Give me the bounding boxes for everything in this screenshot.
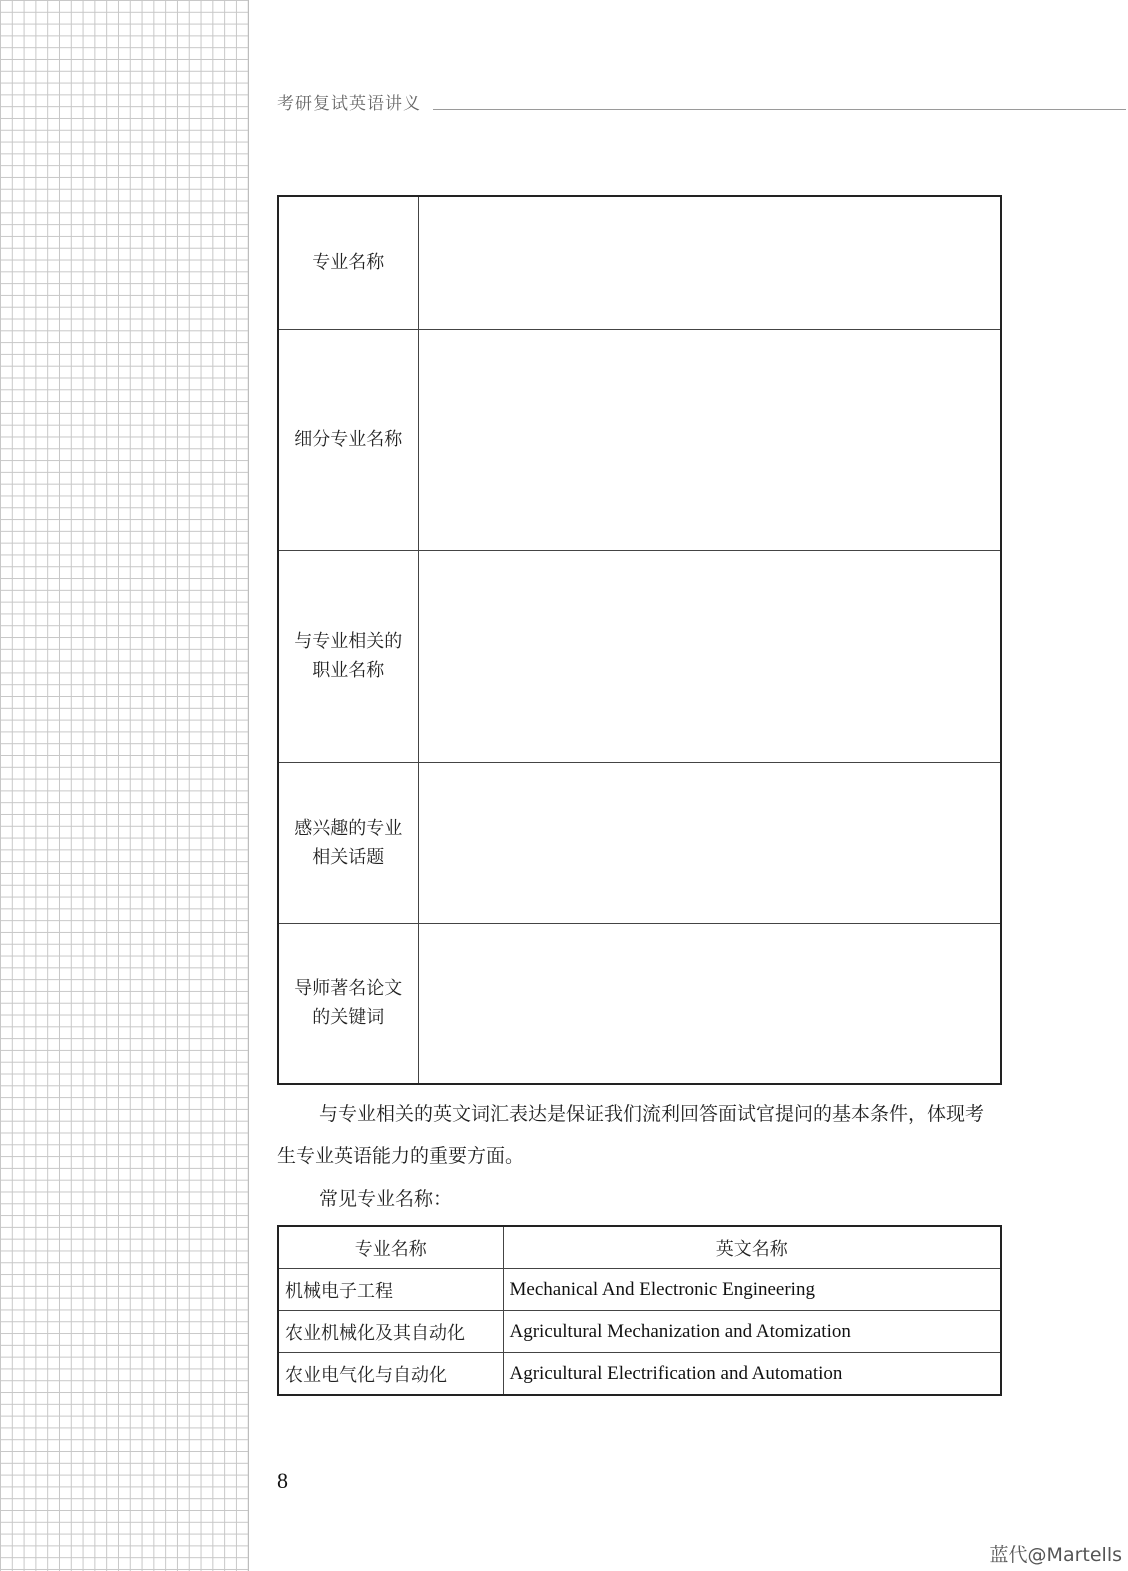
column-header: 专业名称 xyxy=(278,1226,503,1269)
major-name-en: Agricultural Mechanization and Atomization xyxy=(503,1311,1001,1353)
majors-table-header-row xyxy=(278,1226,1001,1269)
body-paragraph: 与专业相关的英文词汇表达是保证我们流利回答面试官提问的基本条件，体现考生专业英语能力的重要方面。 xyxy=(277,1103,985,1167)
major-name-cn: 农业机械化及其自动化 xyxy=(278,1311,503,1353)
running-head-rule xyxy=(433,109,1126,110)
running-head xyxy=(277,88,1126,116)
table-row xyxy=(278,1311,1001,1353)
running-head-title: 考研复试英语讲义 xyxy=(277,94,421,114)
column-header: 英文名称 xyxy=(503,1226,1001,1269)
worksheet-row-related-careers xyxy=(278,550,1001,762)
profile-worksheet-table xyxy=(277,195,1002,1085)
section-subheading: 常见专业名称： xyxy=(319,1188,453,1210)
table-row xyxy=(278,1353,1001,1396)
worksheet-row-keywords xyxy=(278,923,1001,1084)
worksheet-label: 细分专业名称 xyxy=(278,329,418,550)
worksheet-answer-cell[interactable] xyxy=(418,550,1001,762)
worksheet-answer-cell[interactable] xyxy=(418,196,1001,329)
worksheet-answer-cell[interactable] xyxy=(418,762,1001,923)
worksheet-answer-cell[interactable] xyxy=(418,329,1001,550)
worksheet-row-sub-major xyxy=(278,329,1001,550)
worksheet-row-major xyxy=(278,196,1001,329)
majors-table xyxy=(277,1225,1002,1396)
worksheet-label: 与专业相关的 职业名称 xyxy=(278,550,418,762)
worksheet-label: 专业名称 xyxy=(278,196,418,329)
worksheet-label: 感兴趣的专业 相关话题 xyxy=(278,762,418,923)
major-name-cn: 农业电气化与自动化 xyxy=(278,1353,503,1396)
watermark: 蓝代@Martells xyxy=(989,1544,1122,1566)
major-name-en: Agricultural Electrification and Automation xyxy=(503,1353,1001,1396)
worksheet-label: 导师著名论文 的关键词 xyxy=(278,923,418,1084)
worksheet-answer-cell[interactable] xyxy=(418,923,1001,1084)
grid-margin-decoration xyxy=(0,0,249,1571)
major-name-en: Mechanical And Electronic Engineering xyxy=(503,1269,1001,1311)
worksheet-row-topics xyxy=(278,762,1001,923)
table-row xyxy=(278,1269,1001,1311)
major-name-cn: 机械电子工程 xyxy=(278,1269,503,1311)
page-number: 8 xyxy=(277,1468,288,1493)
